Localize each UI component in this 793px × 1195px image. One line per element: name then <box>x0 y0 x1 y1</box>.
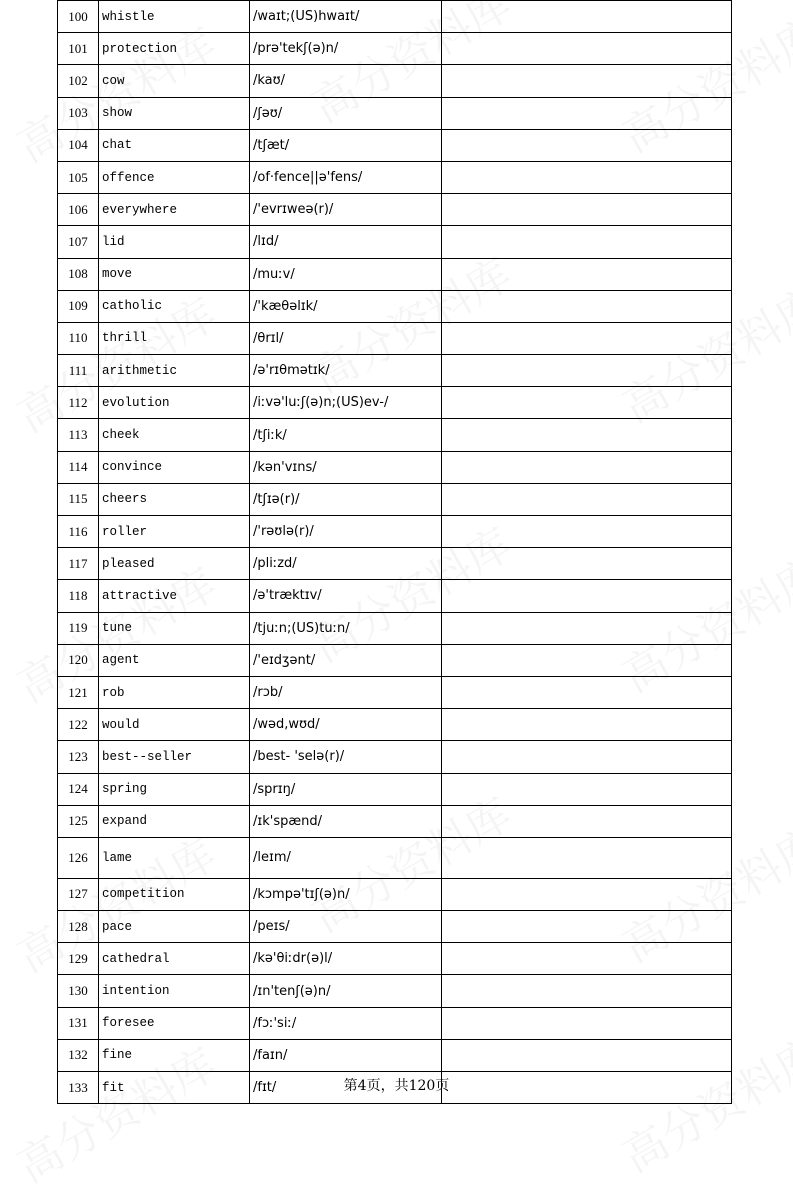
row-number: 106 <box>58 194 99 226</box>
blank-cell <box>442 322 732 354</box>
word-cell: pace <box>99 911 250 943</box>
row-number: 124 <box>58 773 99 805</box>
blank-cell <box>442 943 732 975</box>
blank-cell <box>442 1039 732 1071</box>
word-cell: spring <box>99 773 250 805</box>
word-cell: arithmetic <box>99 355 250 387</box>
phonetic-cell: /ə'træktɪv/ <box>250 580 442 612</box>
row-number: 100 <box>58 1 99 33</box>
phonetic-cell: /'kæθəlɪk/ <box>250 290 442 322</box>
row-number: 113 <box>58 419 99 451</box>
table-row <box>58 33 732 65</box>
word-cell: fit <box>99 1072 250 1104</box>
row-number: 127 <box>58 878 99 910</box>
table-row <box>58 644 732 676</box>
phonetic-cell: /prə'tekʃ(ə)n/ <box>250 33 442 65</box>
blank-cell <box>442 129 732 161</box>
table-row <box>58 419 732 451</box>
phonetic-cell: /sprɪŋ/ <box>250 773 442 805</box>
row-number: 125 <box>58 805 99 837</box>
word-cell: whistle <box>99 1 250 33</box>
table-row <box>58 580 732 612</box>
blank-cell <box>442 387 732 419</box>
phonetic-cell: /faɪn/ <box>250 1039 442 1071</box>
blank-cell <box>442 676 732 708</box>
word-cell: best--seller <box>99 741 250 773</box>
word-cell: cow <box>99 65 250 97</box>
word-cell: lid <box>99 226 250 258</box>
phonetic-cell: /ɪn'tenʃ(ə)n/ <box>250 975 442 1007</box>
row-number: 122 <box>58 709 99 741</box>
blank-cell <box>442 516 732 548</box>
blank-cell <box>442 483 732 515</box>
phonetic-cell: /wəd,wʊd/ <box>250 709 442 741</box>
table-row <box>58 878 732 910</box>
table-row <box>58 258 732 290</box>
blank-cell <box>442 290 732 322</box>
row-number: 114 <box>58 451 99 483</box>
phonetic-cell: /tʃɪə(r)/ <box>250 483 442 515</box>
row-number: 115 <box>58 483 99 515</box>
word-cell: roller <box>99 516 250 548</box>
row-number: 133 <box>58 1072 99 1104</box>
table-row <box>58 65 732 97</box>
row-number: 117 <box>58 548 99 580</box>
word-cell: intention <box>99 975 250 1007</box>
blank-cell <box>442 419 732 451</box>
table-row <box>58 387 732 419</box>
phonetic-cell: /fɔː'siː/ <box>250 1007 442 1039</box>
phonetic-cell: /kən'vɪns/ <box>250 451 442 483</box>
table-row <box>58 612 732 644</box>
phonetic-cell: /fɪt/ <box>250 1072 442 1104</box>
table-row <box>58 741 732 773</box>
word-cell: catholic <box>99 290 250 322</box>
blank-cell <box>442 612 732 644</box>
blank-cell <box>442 709 732 741</box>
phonetic-cell: /θrɪl/ <box>250 322 442 354</box>
table-row <box>58 161 732 193</box>
word-cell: fine <box>99 1039 250 1071</box>
word-cell: agent <box>99 644 250 676</box>
row-number: 105 <box>58 161 99 193</box>
blank-cell <box>442 65 732 97</box>
row-number: 116 <box>58 516 99 548</box>
table-row <box>58 1007 732 1039</box>
row-number: 103 <box>58 97 99 129</box>
table-row <box>58 773 732 805</box>
table-row <box>58 322 732 354</box>
blank-cell <box>442 97 732 129</box>
row-number: 119 <box>58 612 99 644</box>
phonetic-cell: /muːv/ <box>250 258 442 290</box>
blank-cell <box>442 258 732 290</box>
word-cell: protection <box>99 33 250 65</box>
table-row <box>58 226 732 258</box>
table-row <box>58 451 732 483</box>
page-footer: 第4页，共120页 <box>343 1078 450 1094</box>
row-number: 118 <box>58 580 99 612</box>
phonetic-cell: /'eɪdʒənt/ <box>250 644 442 676</box>
word-cell: move <box>99 258 250 290</box>
phonetic-cell: /ʃəʊ/ <box>250 97 442 129</box>
table-row <box>58 943 732 975</box>
blank-cell <box>442 161 732 193</box>
blank-cell <box>442 878 732 910</box>
phonetic-cell: /tʃiːk/ <box>250 419 442 451</box>
phonetic-cell: /tʃæt/ <box>250 129 442 161</box>
word-cell: evolution <box>99 387 250 419</box>
word-cell: cathedral <box>99 943 250 975</box>
word-cell: everywhere <box>99 194 250 226</box>
row-number: 101 <box>58 33 99 65</box>
word-cell: cheers <box>99 483 250 515</box>
blank-cell <box>442 805 732 837</box>
phonetic-cell: /tjuːn;(US)tuːn/ <box>250 612 442 644</box>
phonetic-cell: /'rəʊlə(r)/ <box>250 516 442 548</box>
table-row <box>58 129 732 161</box>
blank-cell <box>442 911 732 943</box>
phonetic-cell: /ɪk'spænd/ <box>250 805 442 837</box>
row-number: 120 <box>58 644 99 676</box>
table-row <box>58 837 732 878</box>
phonetic-cell: /waɪt;(US)hwaɪt/ <box>250 1 442 33</box>
row-number: 107 <box>58 226 99 258</box>
blank-cell <box>442 975 732 1007</box>
row-number: 109 <box>58 290 99 322</box>
phonetic-cell: /leɪm/ <box>250 837 442 878</box>
row-number: 102 <box>58 65 99 97</box>
row-number: 108 <box>58 258 99 290</box>
table-row <box>58 290 732 322</box>
table-row <box>58 1 732 33</box>
word-cell: pleased <box>99 548 250 580</box>
table-row <box>58 97 732 129</box>
word-cell: foresee <box>99 1007 250 1039</box>
phonetic-cell: /kə'θiːdr(ə)l/ <box>250 943 442 975</box>
row-number: 121 <box>58 676 99 708</box>
blank-cell <box>442 226 732 258</box>
blank-cell <box>442 1 732 33</box>
row-number: 131 <box>58 1007 99 1039</box>
word-cell: would <box>99 709 250 741</box>
phonetic-cell: /lɪd/ <box>250 226 442 258</box>
phonetic-cell: /kɔmpə'tɪʃ(ə)n/ <box>250 878 442 910</box>
word-cell: cheek <box>99 419 250 451</box>
phonetic-cell: /'evrɪweə(r)/ <box>250 194 442 226</box>
phonetic-cell: /peɪs/ <box>250 911 442 943</box>
vocabulary-table <box>57 0 732 1104</box>
blank-cell <box>442 644 732 676</box>
table-row <box>58 516 732 548</box>
blank-cell <box>442 355 732 387</box>
word-cell: expand <box>99 805 250 837</box>
word-cell: attractive <box>99 580 250 612</box>
blank-cell <box>442 741 732 773</box>
blank-cell <box>442 773 732 805</box>
word-cell: lame <box>99 837 250 878</box>
row-number: 111 <box>58 355 99 387</box>
blank-cell <box>442 837 732 878</box>
row-number: 128 <box>58 911 99 943</box>
row-number: 104 <box>58 129 99 161</box>
table-row <box>58 805 732 837</box>
word-cell: rob <box>99 676 250 708</box>
word-cell: thrill <box>99 322 250 354</box>
table-row <box>58 355 732 387</box>
table-row <box>58 911 732 943</box>
blank-cell <box>442 548 732 580</box>
row-number: 130 <box>58 975 99 1007</box>
blank-cell <box>442 1007 732 1039</box>
blank-cell <box>442 580 732 612</box>
table-row <box>58 194 732 226</box>
blank-cell <box>442 451 732 483</box>
row-number: 129 <box>58 943 99 975</box>
phonetic-cell: /kaʊ/ <box>250 65 442 97</box>
phonetic-cell: /of·fence||ə'fens/ <box>250 161 442 193</box>
phonetic-cell: /iːvə'luːʃ(ə)n;(US)ev-/ <box>250 387 442 419</box>
phonetic-cell: /best- 'selə(r)/ <box>250 741 442 773</box>
word-cell: convince <box>99 451 250 483</box>
row-number: 112 <box>58 387 99 419</box>
table-row <box>58 709 732 741</box>
table-row <box>58 676 732 708</box>
phonetic-cell: /rɔb/ <box>250 676 442 708</box>
phonetic-cell: /pliːzd/ <box>250 548 442 580</box>
table-row <box>58 1039 732 1071</box>
phonetic-cell: /ə'rɪθmətɪk/ <box>250 355 442 387</box>
word-cell: offence <box>99 161 250 193</box>
row-number: 126 <box>58 837 99 878</box>
vocabulary-table-body <box>58 1 732 1104</box>
table-row <box>58 483 732 515</box>
word-cell: chat <box>99 129 250 161</box>
word-cell: competition <box>99 878 250 910</box>
table-row <box>58 548 732 580</box>
table-row <box>58 975 732 1007</box>
row-number: 132 <box>58 1039 99 1071</box>
blank-cell <box>442 194 732 226</box>
row-number: 110 <box>58 322 99 354</box>
word-cell: tune <box>99 612 250 644</box>
word-cell: show <box>99 97 250 129</box>
row-number: 123 <box>58 741 99 773</box>
blank-cell <box>442 33 732 65</box>
